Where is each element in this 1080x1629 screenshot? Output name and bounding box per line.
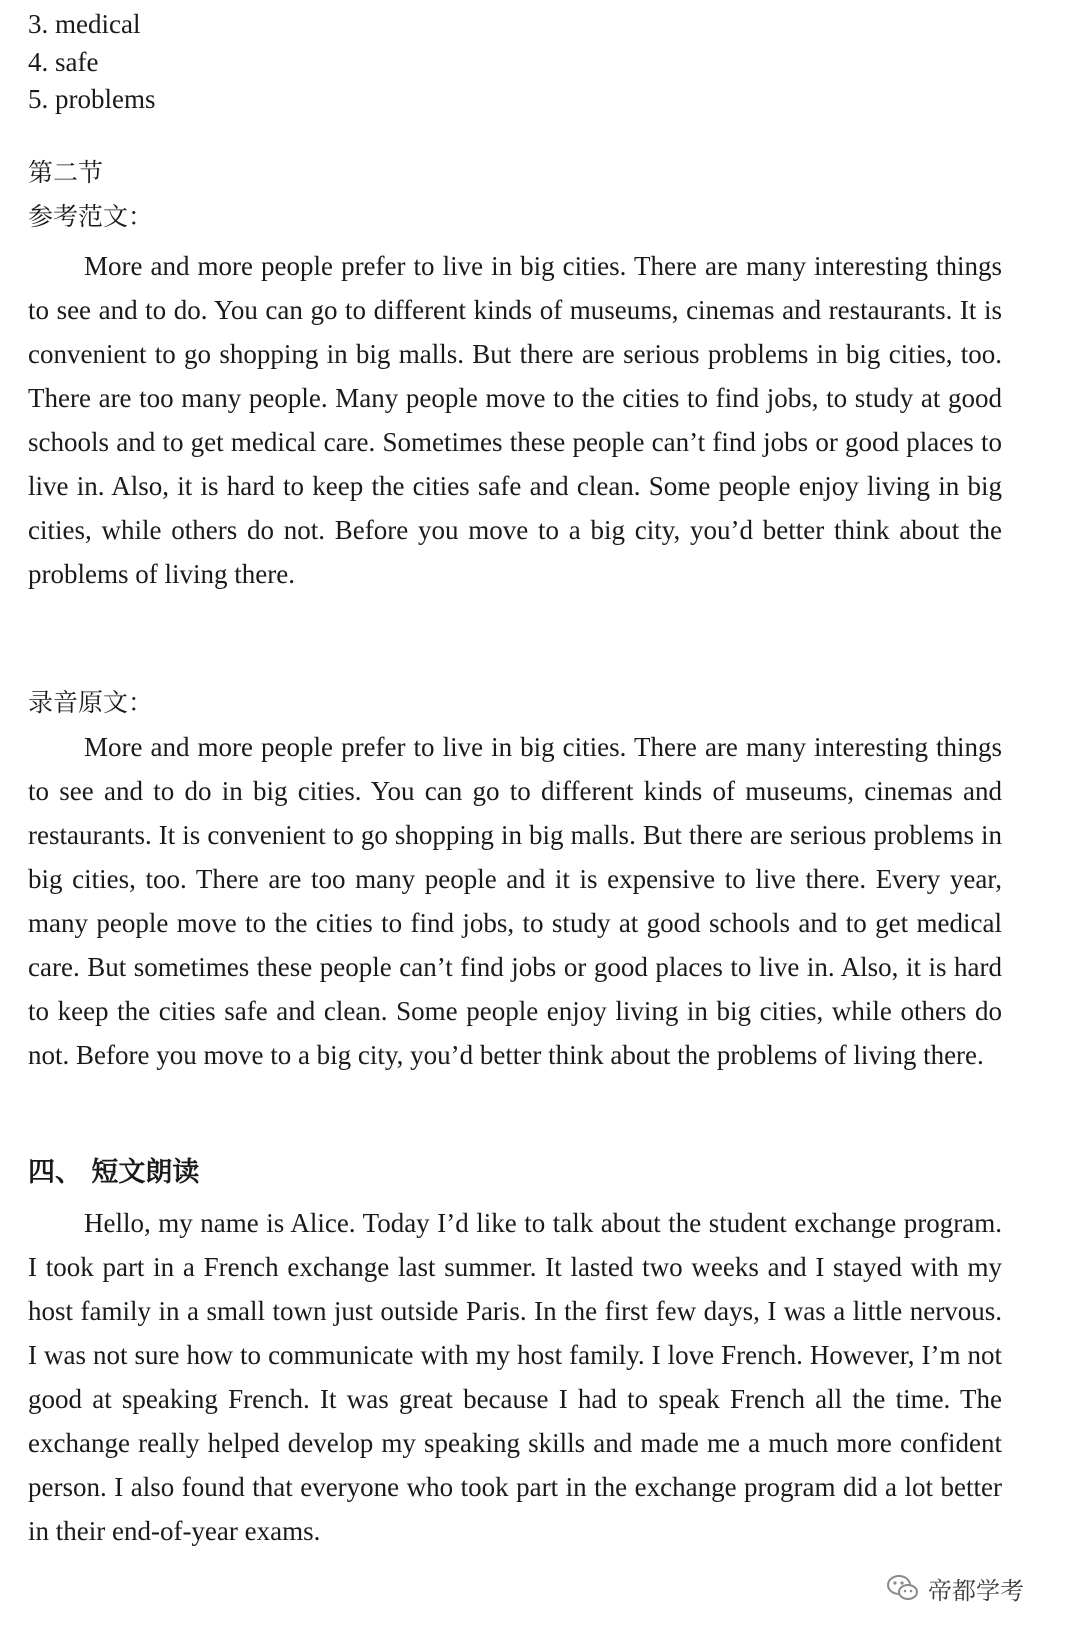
wechat-icon [886,1573,920,1603]
transcript-label: 录音原文： [28,688,154,717]
model-essay-label: 参考范文： [28,202,154,231]
section-4-heading: 四、 短文朗读 [28,1157,200,1188]
section-2-heading: 第二节 [28,158,104,187]
transcript-paragraph: More and more people prefer to live in big cities. There are many interesting things to see and to do in big cities. You can go to different kinds of museums, cinemas and restaurants. It is convenient to go shopping in big malls. But there are serious problems in big cities, too. There are too many people and it is expensive to live there. Every year, many people move to the cities to find jobs, to study at good schools and to get medical care. But sometimes these people can’t find jobs or good places to live in. Also, it is hard to keep the cities safe and clean. Some people enjoy living in big cities, while others do not. Before you move to a big city, you’d better think about the problems of living there. [28,732,1002,1070]
model-essay-paragraph: More and more people prefer to live in big cities. There are many interesting things to see and to do. You can go to different kinds of museums, cinemas and restaurants. It is convenient to go shopping in big malls. But there are serious problems in big cities, too. There are too many people. Many people move to the cities to find jobs, to study at good schools and to get medical care. Sometimes these people can’t find jobs or good places to live in. Also, it is hard to keep the cities safe and clean. Some people enjoy living in big cities, while others do not. Before you move to a big city, you’d better think about the problems of living there. [28,251,1002,589]
answer-item-3: 3. medical [28,9,141,39]
watermark [880,1568,1030,1608]
answer-item-5: 5. problems [28,84,156,114]
watermark-text: 帝都学考 [928,1576,1024,1605]
answer-item-4: 4. safe [28,47,99,77]
reading-passage-paragraph: Hello, my name is Alice. Today I’d like to talk about the student exchange program. I took part in a French exchange last summer. It lasted two weeks and I stayed with my host family in a small town just outside Paris. In the first few days, I was a little nervous. I was not sure how to communicate with my host family. I love French. However, I’m not good at speaking French. It was great because I had to speak French all the time. The exchange really helped develop my speaking skills and made me a much more confident person. I also found that everyone who took part in the exchange program did a lot better in their end-of-year exams. [28,1208,1002,1546]
